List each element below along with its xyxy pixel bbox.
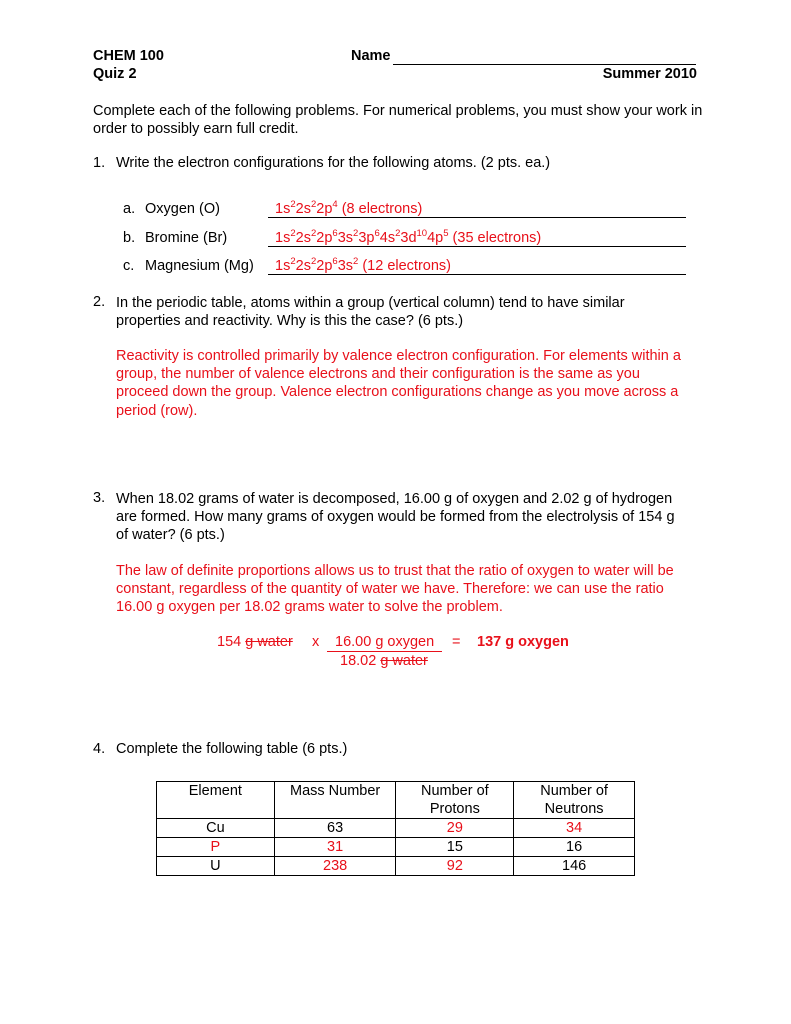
table-cell: Cu — [157, 819, 275, 838]
table-cell: 146 — [514, 857, 635, 876]
name-label: Name — [351, 48, 391, 64]
q3-text: When 18.02 grams of water is decomposed, 16.00 g of oxygen and 2.02 g of hydrogen are formed. How many grams of oxygen would be formed from the electrolysis of 154 g of water? (6 pts.) — [116, 491, 675, 544]
q1-item-answer: $1s^22s^22p^63s^23p^64s^23d^{10}4p^5$ (35 electrons) — [275, 228, 542, 246]
table-cell: 63 — [274, 819, 396, 838]
table-cell: 29 — [396, 819, 514, 838]
q1-item-letter: c. — [123, 258, 135, 274]
q2-answer: Reactivity is controlled primarily by valence electron configuration. For elements within a group, the number of valence electrons and their configuration is the same as you proceed down the group. Valence electron configurations change as you move across a period (row). — [116, 348, 681, 419]
header-neutrons: Number of Neutrons — [514, 782, 635, 819]
table-header-row — [157, 782, 635, 819]
table-row — [157, 838, 635, 857]
header-mass-number: Mass Number — [274, 782, 396, 819]
q1-item-answer: $1s^22s^22p^4$ (8 electrons) — [275, 199, 423, 217]
q1-item-label: Bromine (Br) — [145, 230, 228, 246]
table-cell: 31 — [274, 838, 396, 857]
q1-text: Write the electron configurations for the following atoms. (2 pts. ea.) — [116, 155, 551, 171]
calc-fraction-bar — [327, 651, 442, 652]
q1-item-label: Magnesium (Mg) — [145, 258, 254, 274]
header-element: Element — [157, 782, 275, 819]
q1-item-letter: a. — [123, 201, 136, 217]
name-blank-line[interactable] — [393, 64, 696, 65]
calc-denominator: 18.02 g water — [340, 653, 428, 669]
table-cell: 34 — [514, 819, 635, 838]
q2-number: 2. — [93, 294, 106, 310]
table-cell: U — [157, 857, 275, 876]
table-cell: 238 — [274, 857, 396, 876]
header-protons: Number of Protons — [396, 782, 514, 819]
q2-text: In the periodic table, atoms within a group (vertical column) tend to have similar properties and reactivity. Why is this the case? (6 pts.) — [116, 295, 625, 330]
q1-item-label: Oxygen (O) — [145, 201, 220, 217]
q1-number: 1. — [93, 155, 106, 171]
table-cell: 92 — [396, 857, 514, 876]
q1-item-answer: $1s^22s^22p^63s^2$ (12 electrons) — [275, 256, 451, 274]
q4-text: Complete the following table (6 pts.) — [116, 741, 348, 757]
table-cell: 15 — [396, 838, 514, 857]
quiz-title: Quiz 2 — [93, 66, 137, 82]
table-cell: 16 — [514, 838, 635, 857]
calc-given: 154 g water — [217, 634, 293, 650]
q3-answer: The law of definite proportions allows us to trust that the ratio of oxygen to water will be constant, regardless of the quantity of water we have. Therefore: we can use the ratio 16.00 g oxygen per 18.02 grams water to solve the problem. — [116, 563, 674, 616]
q3-number: 3. — [93, 490, 106, 506]
term-label: Summer 2010 — [602, 66, 697, 82]
table-row — [157, 819, 635, 838]
calc-numerator: 16.00 g oxygen — [335, 634, 435, 650]
q1-item-letter: b. — [123, 230, 136, 246]
calc-times: x — [312, 634, 320, 650]
q1-answer-line[interactable] — [268, 274, 686, 275]
table-row — [157, 857, 635, 876]
q1-answer-line[interactable] — [268, 246, 686, 247]
calc-result: 137 g oxygen — [477, 634, 569, 650]
table-cell: P — [157, 838, 275, 857]
instructions: Complete each of the following problems. For numerical problems, you must show your work in order to possibly earn full credit. — [93, 103, 703, 138]
q1-answer-line[interactable] — [268, 217, 686, 218]
properties-table — [156, 781, 635, 876]
course-title: CHEM 100 — [93, 48, 164, 64]
q4-number: 4. — [93, 741, 106, 757]
calc-equals: = — [452, 634, 461, 650]
